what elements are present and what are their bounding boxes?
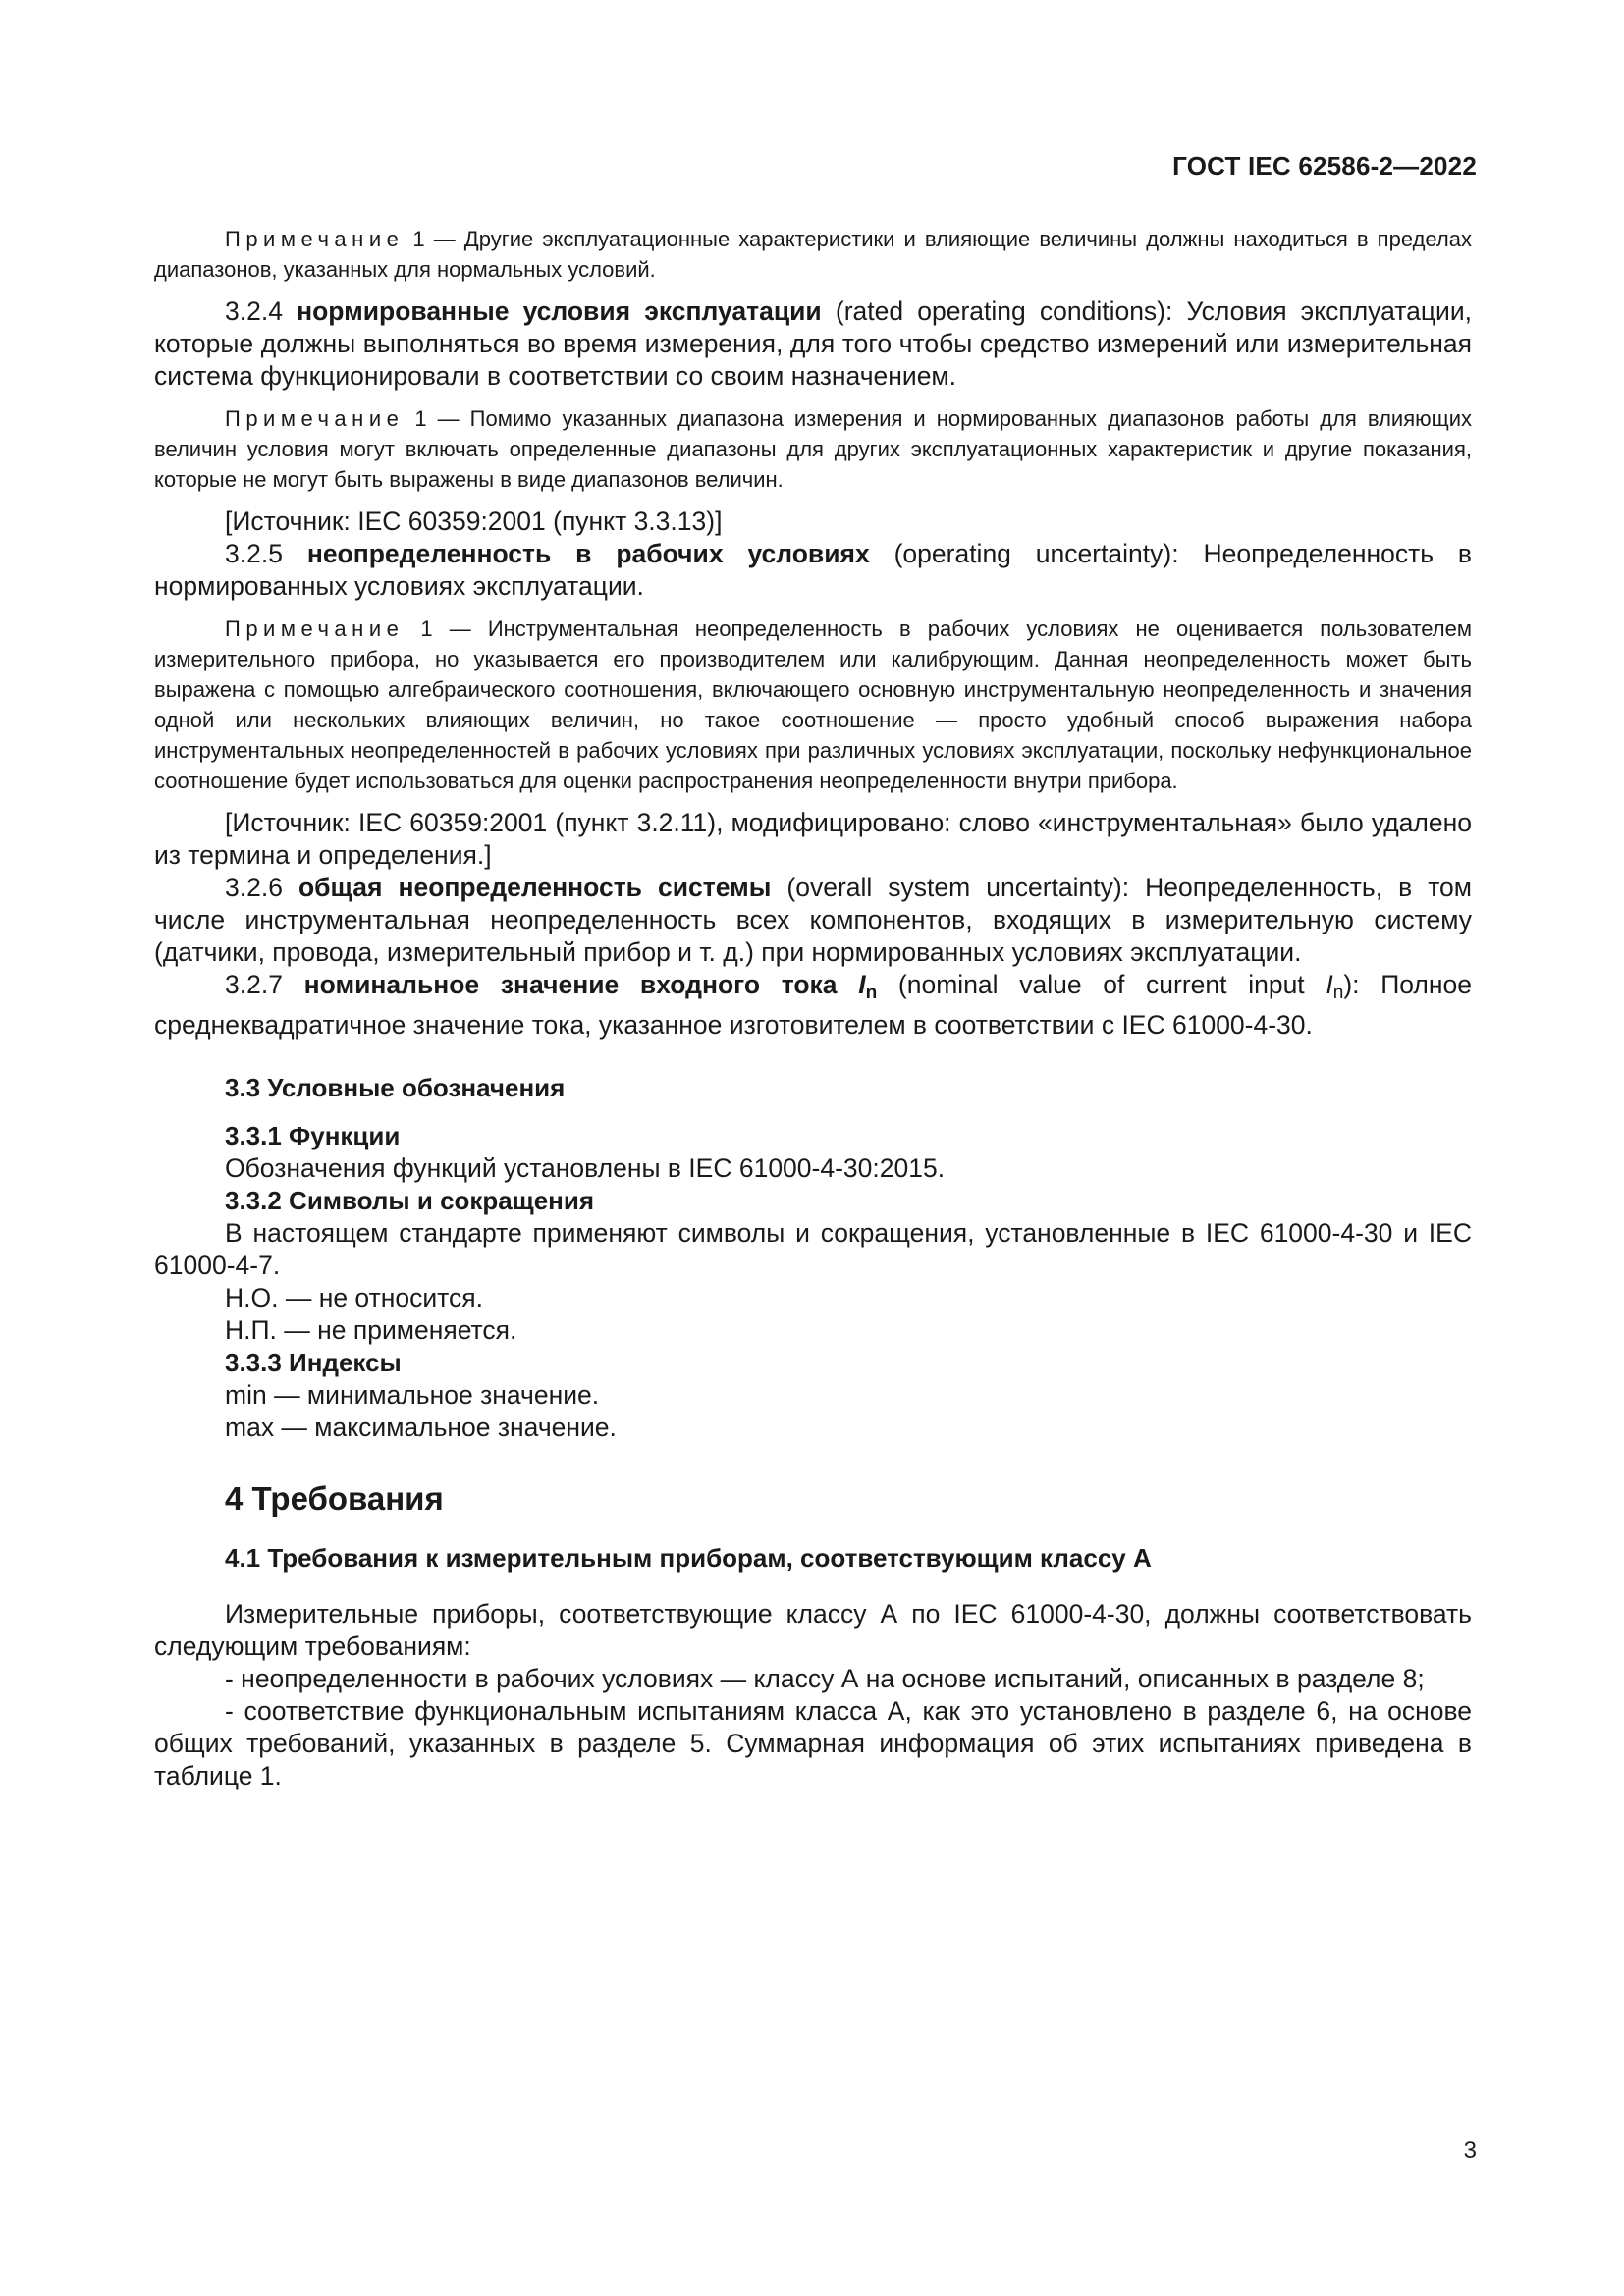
symbol: I	[858, 970, 866, 999]
requirement-item: - неопределенности в рабочих условиях — классу А на основе испытаний, описанных в разделе 8;	[225, 1663, 1425, 1693]
abbreviation-item: Н.П. — не применяется.	[225, 1314, 517, 1345]
requirement-item: - соответствие функциональным испытаниям класса А, как это установлено в разделе 6, на основе общих требований, указанных в разделе 5. Суммарная информация об этих испытаниях приведена в таблице 1.	[154, 1695, 1472, 1790]
source-ref-1: [Источник: IEC 60359:2001 (пункт 3.3.13)]	[225, 507, 723, 536]
definition: (overall system uncertainty): Неопределенность, в том числе инструментальная неопределенность всех компонентов, входящих в измерительную систему (датчики, провода, измерительный прибор и т. д.) при нормированных условиях эксплуатации.	[154, 873, 1472, 967]
page-number: 3	[1463, 2137, 1477, 2163]
note-2	[154, 403, 1472, 495]
clause-number: 3.2.4	[225, 296, 298, 326]
text-3-3-1: Обозначения функций установлены в IEC 61000-4-30:2015.	[225, 1152, 946, 1183]
heading-4-1: 4.1 Требования к измерительным приборам, соответствующим классу А	[225, 1542, 1152, 1573]
definition: (nominal value of current input	[877, 970, 1326, 999]
note-lead: Примечание	[225, 616, 405, 641]
clause-number: 3.2.5	[225, 539, 307, 568]
text-4-1: Измерительные приборы, соответствующие классу А по IEC 61000-4-30, должны соответствовать следующим требованиям:	[154, 1598, 1472, 1661]
index-item: min — минимальное значение.	[225, 1379, 600, 1410]
note-text: 1 — Помимо указанных диапазона измерения и нормированных диапазонов работы для влияющих величин условия могут включать определенные диапазоны для других эксплуатационных характеристик и другие показания, которые не могут быть выражены в виде диапазонов величин.	[154, 406, 1472, 492]
note-lead: Примечание	[225, 227, 405, 251]
term: неопределенность в рабочих условиях	[306, 539, 870, 568]
definition: (rated operating conditions): Условия эксплуатации, которые должны выполняться во время измерения, для того чтобы средство измерений или измерительная система функционировали в соответствии со своим назначением.	[154, 296, 1472, 391]
heading-section-4: 4 Требования	[225, 1479, 444, 1517]
abbreviation-item: Н.О. — не относится.	[225, 1282, 483, 1312]
clause-3-2-5	[154, 538, 1472, 603]
symbol-subscript: n	[1332, 982, 1344, 1003]
note-text: 1 — Инструментальная неопределенность в рабочих условиях не оценивается пользователем измерительного прибора, но указывается его производителем или калибрующим. Данная неопределенность может быть выражена с помощью алгебраического соотношения, включающего основную инструментальную неопределенность и значения одной или нескольких влияющих величин, но такое соотношение — просто удобный способ выражения набора инструментальных неопределенностей в рабочих условиях при различных условиях эксплуатации, поскольку нефункциональное соотношение будет использоваться для оценки распространения неопределенности внутри прибора.	[154, 616, 1472, 793]
heading-3-3-1: 3.3.1 Функции	[225, 1120, 401, 1150]
term: номинальное значение входного тока	[303, 970, 859, 999]
clause-number: 3.2.6	[225, 873, 298, 902]
page-content	[154, 224, 1472, 1792]
clause-3-2-6	[154, 872, 1472, 969]
clause-number: 3.2.7	[225, 970, 304, 999]
symbol: I	[1326, 970, 1333, 999]
note-1	[154, 224, 1472, 285]
definition: (operating uncertainty): Неопределенность в нормированных условиях эксплуатации.	[154, 539, 1472, 601]
source-ref-2: [Источник: IEC 60359:2001 (пункт 3.2.11), модифицировано: слово «инструментальная» было удалено из термина и определения.]	[154, 808, 1472, 870]
note-text: 1 — Другие эксплуатационные характеристики и влияющие величины должны находиться в пределах диапазонов, указанных для нормальных условий.	[154, 227, 1472, 282]
term: нормированные условия эксплуатации	[297, 296, 822, 326]
note-3	[154, 614, 1472, 796]
symbol-subscript: n	[865, 982, 878, 1003]
heading-3-3-2: 3.3.2 Символы и сокращения	[225, 1185, 595, 1215]
term: общая неопределенность системы	[298, 873, 772, 902]
index-item: max — максимальное значение.	[225, 1412, 617, 1442]
heading-3-3: 3.3 Условные обозначения	[225, 1072, 566, 1102]
document-header: ГОСТ IEC 62586-2—2022	[1172, 151, 1477, 181]
definition: ): Полное среднеквадратичное значение тока, указанное изготовителем в соответствии с IEC 61000-4-30.	[154, 970, 1472, 1040]
clause-3-2-4	[154, 295, 1472, 393]
text-3-3-2: В настоящем стандарте применяют символы и сокращения, установленные в IEC 61000-4-30 и IEC 61000-4-7.	[154, 1217, 1472, 1280]
clause-3-2-7	[154, 969, 1472, 1041]
heading-3-3-3: 3.3.3 Индексы	[225, 1347, 402, 1377]
note-lead: Примечание	[225, 406, 405, 431]
